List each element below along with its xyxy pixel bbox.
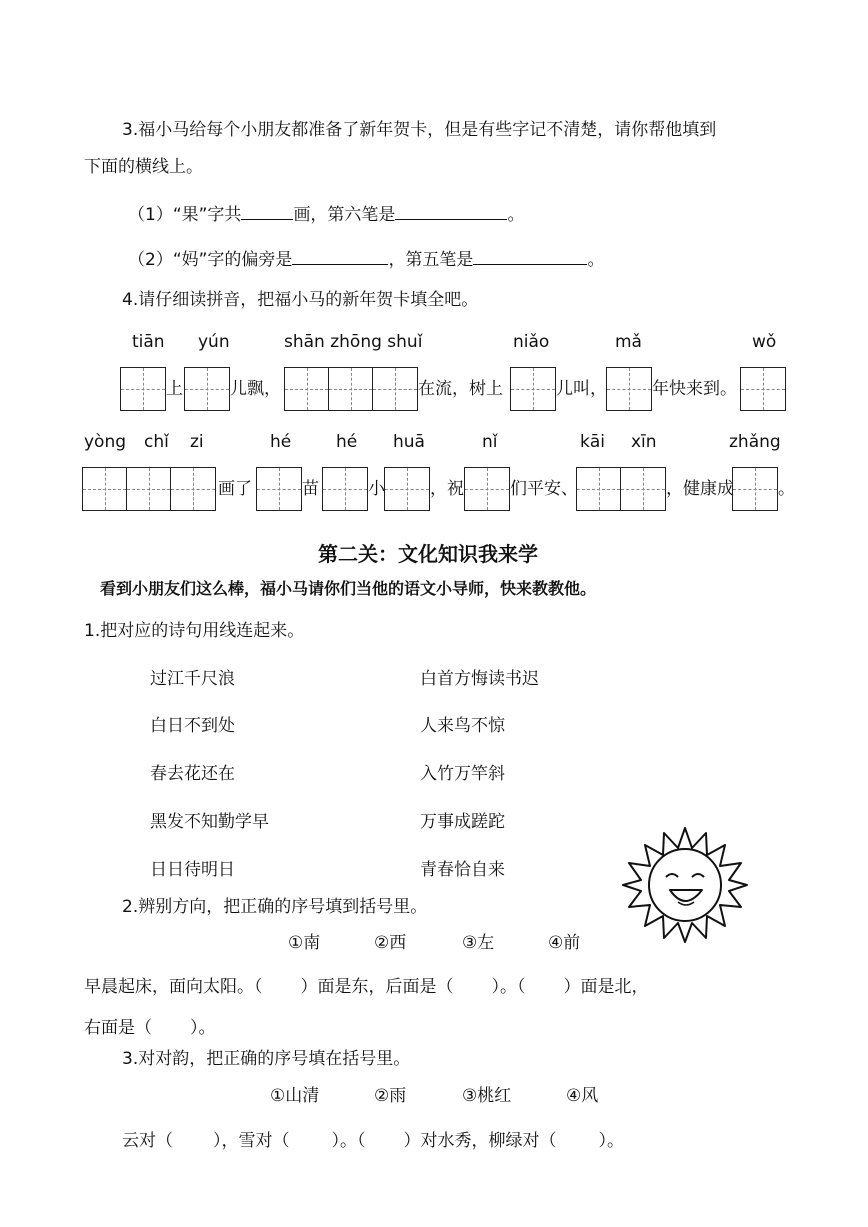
option-label: ④风 [566, 1086, 599, 1106]
direction-title: 2.辨别方向，把正确的序号填到括号里。 [122, 897, 428, 917]
direction-text: ）。（ [491, 977, 526, 997]
tianzi-grid[interactable] [740, 367, 786, 411]
tianzi-grid[interactable] [606, 367, 652, 411]
tianzi-grid[interactable] [372, 367, 418, 411]
answer-blank[interactable] [395, 205, 507, 220]
poem-left[interactable]: 黑发不知勤学早 [150, 812, 269, 832]
pinyin: zhǎng [729, 432, 781, 452]
option-label: ③左 [462, 933, 495, 953]
card-text: 上 [166, 379, 183, 399]
direction-line2 [84, 1018, 216, 1038]
smiling-sun-icon [620, 820, 750, 950]
match-title: 1.把对应的诗句用线连起来。 [84, 621, 305, 641]
tianzi-grid[interactable] [256, 467, 302, 511]
pinyin: yòng [84, 432, 127, 452]
direction-text: ）面是东，后面是（ [300, 977, 454, 997]
pinyin: kāi [580, 432, 605, 452]
pinyin: nǐ [482, 432, 498, 452]
q3-line1: 3.福小马给每个小朋友都准备了新年贺卡，但是有些字记不清楚，请你帮他填到 [122, 120, 717, 140]
rhyme-text: ）对水秀，柳绿对（ [403, 1131, 557, 1151]
rhyme-title: 3.对对韵，把正确的序号填在括号里。 [122, 1049, 411, 1069]
pinyin: mǎ [615, 332, 642, 352]
rhyme-text: 云对（ [122, 1131, 173, 1151]
direction-text: 早晨起床，面向太阳。（ [84, 977, 263, 997]
rhyme-text: ）。（ [331, 1131, 366, 1151]
q3-sub2-text-b: ，第五笔是 [388, 250, 474, 270]
option-label: ④前 [548, 933, 581, 953]
pinyin: yún [198, 332, 230, 352]
pinyin: niǎo [513, 332, 550, 352]
option-label: ①山清 [270, 1086, 320, 1106]
option-label: ②雨 [374, 1086, 407, 1106]
tianzi-grid[interactable] [510, 367, 556, 411]
q3-sub2-text-c: 。 [587, 250, 605, 270]
card-text: 年快来到。 [652, 379, 737, 399]
card-text: 。 [778, 479, 795, 499]
poem-left[interactable]: 白日不到处 [150, 716, 235, 736]
pinyin: tiān [132, 332, 165, 352]
answer-blank[interactable] [292, 250, 388, 265]
q3-sub1-text-c: 。 [507, 205, 525, 225]
rhyme-line [122, 1131, 624, 1151]
option-label: ①南 [288, 933, 321, 953]
q3-sub1-text-b: 画，第六笔是 [293, 205, 396, 225]
card-text: ，祝 [430, 479, 464, 499]
direction-text: ）面是北， [563, 977, 649, 997]
q3-sub1-text-a: （1）“果”字共 [128, 205, 242, 225]
card-text: 小 [368, 479, 385, 499]
q3-sub1 [128, 205, 524, 225]
direction-text: ）。 [190, 1018, 216, 1038]
tianzi-grid[interactable] [120, 367, 166, 411]
pinyin: hé [336, 432, 358, 452]
tianzi-grid[interactable] [464, 467, 510, 511]
tianzi-grid[interactable] [576, 467, 666, 511]
tianzi-grid[interactable] [170, 467, 216, 511]
tianzi-grid[interactable] [732, 467, 778, 511]
q3-sub2 [128, 250, 604, 270]
option-label: ③桃红 [462, 1086, 512, 1106]
pinyin: hé [270, 432, 292, 452]
section-title: 第二关：文化知识我来学 [318, 542, 538, 566]
pinyin: xīn [631, 432, 657, 452]
tianzi-grid[interactable] [322, 467, 368, 511]
rhyme-text: ），雪对（ [213, 1131, 290, 1151]
section-intro: 看到小朋友们这么棒，福小马请你们当他的语文小导师，快来教教他。 [100, 579, 597, 598]
direction-text: 右面是（ [84, 1018, 152, 1038]
pinyin: huā [393, 432, 425, 452]
direction-line1 [84, 977, 649, 997]
q3-line2: 下面的横线上。 [84, 157, 203, 177]
card-text: 儿飘， [230, 379, 281, 399]
poem-right[interactable]: 人来鸟不惊 [420, 716, 505, 736]
poem-right[interactable]: 青春恰自来 [420, 860, 505, 880]
answer-blank[interactable] [241, 205, 293, 220]
option-label: ②西 [374, 933, 407, 953]
rhyme-text: ）。 [598, 1131, 624, 1151]
card-text: ，健康成 [666, 479, 734, 499]
poem-left[interactable]: 春去花还在 [150, 764, 235, 784]
tianzi-grid[interactable] [184, 367, 230, 411]
tianzi-grid[interactable] [384, 467, 430, 511]
poem-left[interactable]: 过江千尺浪 [150, 669, 235, 689]
card-text: 苗 [302, 479, 319, 499]
pinyin: wǒ [752, 332, 777, 352]
card-text: 儿叫， [556, 379, 607, 399]
card-text: 画了 [218, 479, 252, 499]
poem-right[interactable]: 入竹万竿斜 [420, 764, 505, 784]
poem-right[interactable]: 万事成蹉跎 [420, 812, 505, 832]
pinyin: chǐ [144, 432, 169, 452]
answer-blank[interactable] [473, 250, 587, 265]
pinyin: shān zhōng shuǐ [284, 332, 423, 352]
pinyin: zi [190, 432, 204, 452]
card-text: 在流，树上 [418, 379, 503, 399]
q4-title: 4.请仔细读拼音，把福小马的新年贺卡填全吧。 [122, 290, 479, 310]
poem-left[interactable]: 日日待明日 [150, 860, 235, 880]
poem-right[interactable]: 白首方悔读书迟 [420, 669, 539, 689]
q3-sub2-text-a: （2）“妈”字的偏旁是 [128, 250, 293, 270]
card-text: 们平安、 [510, 479, 578, 499]
